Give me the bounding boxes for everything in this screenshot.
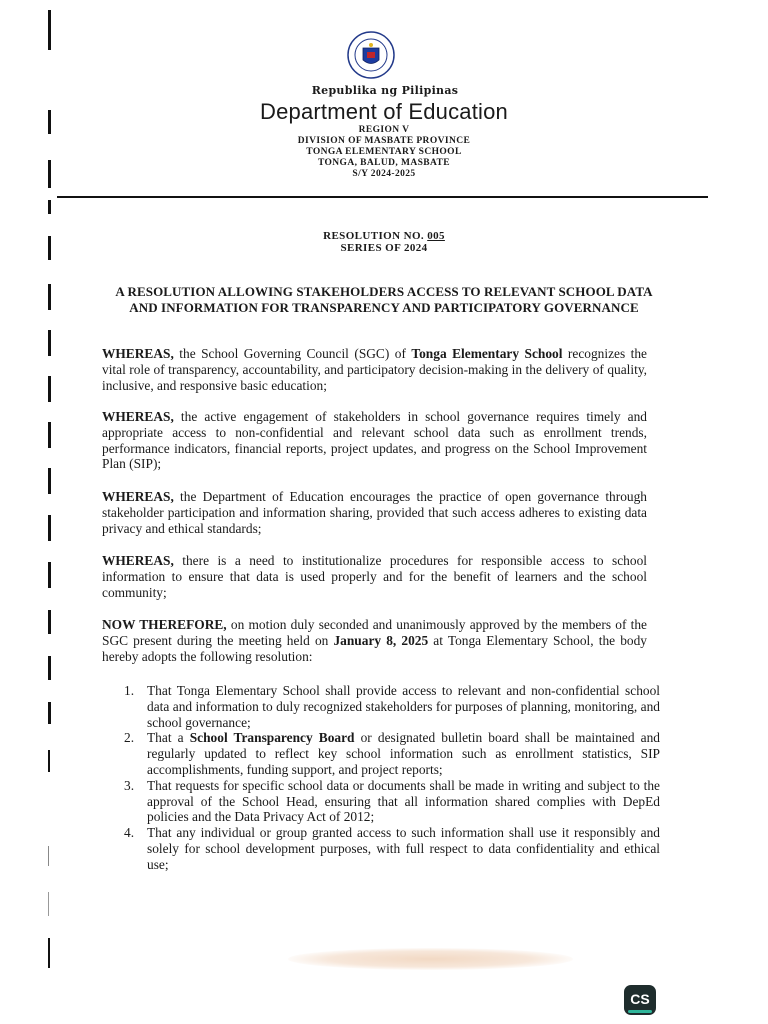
item-text: That any individual or group granted access to such information shall use it responsibly and solely for school development purposes, with full respect to data confidentiality and ethical use; [147,825,660,872]
whereas-lead: WHEREAS, [102,553,174,568]
now-therefore-text: on motion duly seconded and unanimously approved by the members of the SGC present during the meeting held on [102,617,648,648]
whereas-text: the School Governing Council (SGC) of [173,346,412,361]
whereas-paragraph-3 [102,489,647,536]
item-text: or designated bulletin board shall be maintained and regularly updated to reflect key school information such as enrollment statistics, SIP accomplishments, funding support, and project reports; [147,730,660,777]
item-number: 2. [124,730,135,746]
whereas-text: recognizes the vital role of transparency, accountability, and participatory decision-making in the delivery of quality, inclusive, and responsive basic education; [102,346,647,393]
whereas-lead: WHEREAS, [102,489,174,504]
school-year-line: S/Y 2024-2025 [352,169,416,179]
whereas-text: the active engagement of stakeholders in school governance requires timely and appropriate access to non-confidential and relevant school data such as enrollment trends, performance indicators, financial reports, project updates, and progress on the School Improvement Plan (SIP); [102,409,647,472]
resolution-number: 005 [427,230,445,242]
resolution-series: SERIES OF 2024 [340,242,428,254]
header-divider [57,196,708,198]
faded-stamp-mark [288,948,573,970]
now-therefore-paragraph [102,617,647,664]
letterhead [0,84,768,180]
whereas-lead: WHEREAS, [102,346,174,361]
whereas-text: the Department of Education encourages the practice of open governance through stakeholder participation and information sharing, provided that such access adheres to existing data privacy and ethical standards; [102,489,647,536]
meeting-date: January 8, 2025 [333,632,429,648]
republika-line: Republika ng Pilipinas [311,84,459,97]
resolution-label: RESOLUTION NO. [323,230,425,242]
camscanner-logo: CS [624,985,656,1015]
transparency-board-bold: School Transparency Board [189,730,355,746]
whereas-text: there is a need to institutionalize procedures for responsible access to school information to ensure that data is used properly and for the benefit of learners and the school community; [102,553,647,600]
school-address-line: TONGA, BALUD, MASBATE [317,158,451,168]
list-item [120,778,660,825]
now-therefore-lead: NOW THEREFORE, [102,617,227,632]
department-name: Department of Education [260,99,508,124]
school-name-bold: Tonga Elementary School [411,346,563,361]
now-therefore-text: at Tonga Elementary School, the body hereby adopts the following resolution: [102,632,647,664]
whereas-paragraph-1 [102,346,647,393]
list-item [120,730,660,777]
resolution-title: A RESOLUTION ALLOWING STAKEHOLDERS ACCESS TO RELEVANT SCHOOL DATA AND INFORMATION FOR TRANSPARENCY AND PARTICIPATORY GOVERNANCE [115,284,653,315]
deped-seal-logo [346,30,396,80]
resolution-items-list [120,683,660,873]
item-text: That requests for specific school data or documents shall be made in writing and subject to the approval of the School Head, ensuring that all information shared complies with DepEd policies and the Data Privacy Act of 2012; [147,777,660,825]
whereas-paragraph-4 [102,553,647,600]
division-line: DIVISION OF MASBATE PROVINCE [297,136,471,146]
whereas-lead: WHEREAS, [102,409,174,424]
item-text: That Tonga Elementary School shall provide access to relevant and non-confidential school data and information to duly recognized stakeholders for purposes of planning, monitoring, and school governance; [147,683,660,730]
resolution-number-block [0,230,768,254]
item-number: 4. [124,825,135,841]
school-name-line: TONGA ELEMENTARY SCHOOL [306,147,462,157]
whereas-paragraph-2 [102,409,647,472]
item-number: 1. [124,683,135,698]
item-number: 3. [124,777,135,793]
region-line: REGION V [358,125,410,135]
item-text: That a [147,730,190,746]
list-item [120,825,660,872]
list-item [120,683,660,730]
